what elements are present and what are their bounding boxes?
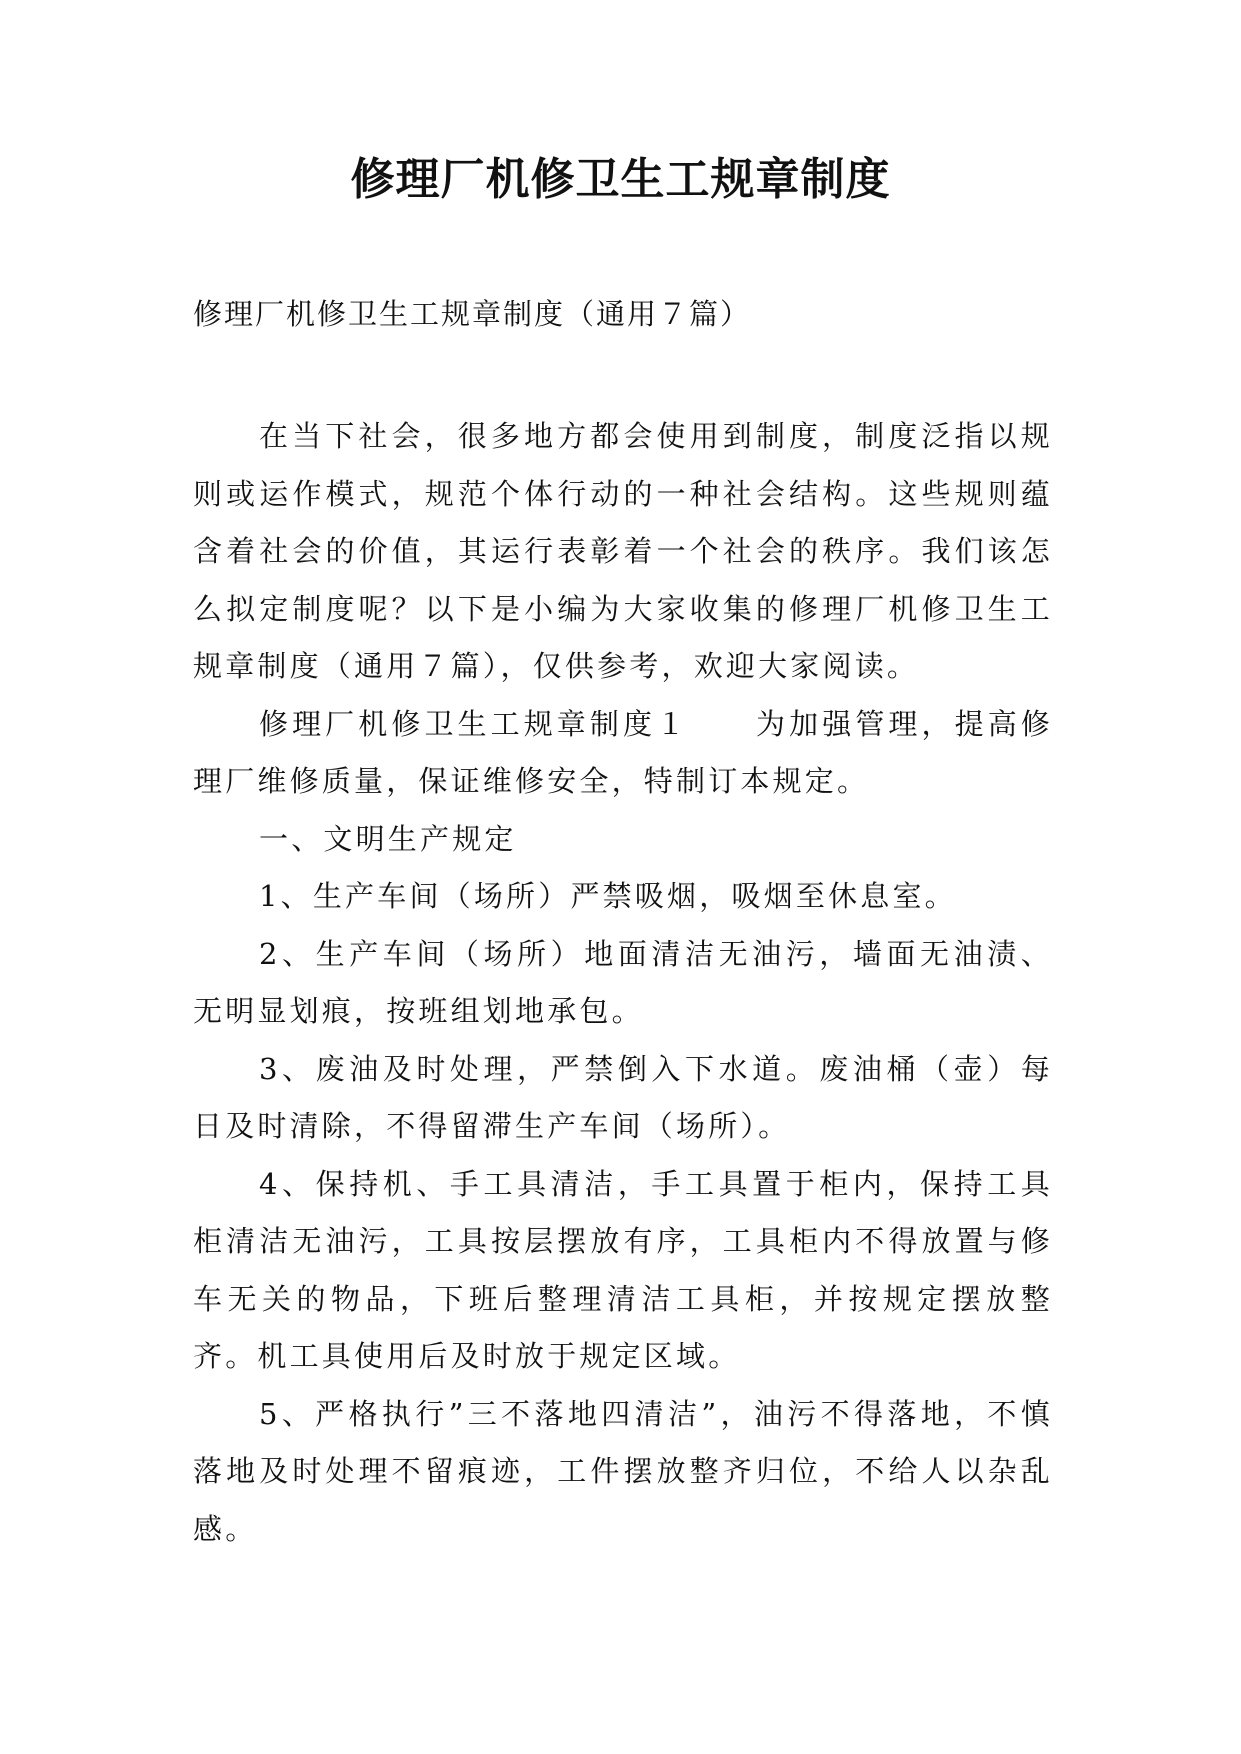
document-subtitle: 修理厂机修卫生工规章制度（通用７篇） [193, 297, 752, 331]
rule-item: 3、废油及时处理，严禁倒入下水道。废油桶（壶）每日及时清除，不得留滞生产车间（场所）。 [193, 1051, 1053, 1143]
document-body [193, 408, 1053, 1558]
section-paragraph [193, 696, 1053, 811]
rule-item: 2、生产车间（场所）地面清洁无油污，墙面无油渍、无明显划痕，按班组划地承包。 [193, 936, 1053, 1028]
document-title: 修理厂机修卫生工规章制度 [350, 154, 891, 205]
rule-item: 5、严格执行”三不落地四清洁”，油污不得落地，不慎落地及时处理不留痕迹，工件摆放整齐归位，不给人以杂乱感。 [193, 1396, 1053, 1546]
rule-item: 1、生产车间（场所）严禁吸烟，吸烟至休息室。 [259, 879, 957, 913]
part-heading: 一、文明生产规定 [259, 821, 517, 856]
section-text: 为加强管理，提高修理厂维修质量，保证维修安全，特制订本规定。 [193, 706, 1053, 798]
section-heading: 修理厂机修卫生工规章制度１ [259, 706, 690, 741]
intro-paragraph: 在当下社会，很多地方都会使用到制度，制度泛指以规则或运作模式，规范个体行动的一种社会结构。这些规则蕴含着社会的价值，其运行表彰着一个社会的秩序。我们该怎么拟定制度呢？以下是小编为大家收集的修理厂机修卫生工规章制度（通用７篇），仅供参考，欢迎大家阅读。 [193, 419, 1053, 683]
rule-item: 4、保持机、手工具清洁，手工具置于柜内，保持工具柜清洁无油污，工具按层摆放有序，工具柜内不得放置与修车无关的物品，下班后整理清洁工具柜，并按规定摆放整齐。机工具使用后及时放于规定区域。 [193, 1166, 1053, 1373]
